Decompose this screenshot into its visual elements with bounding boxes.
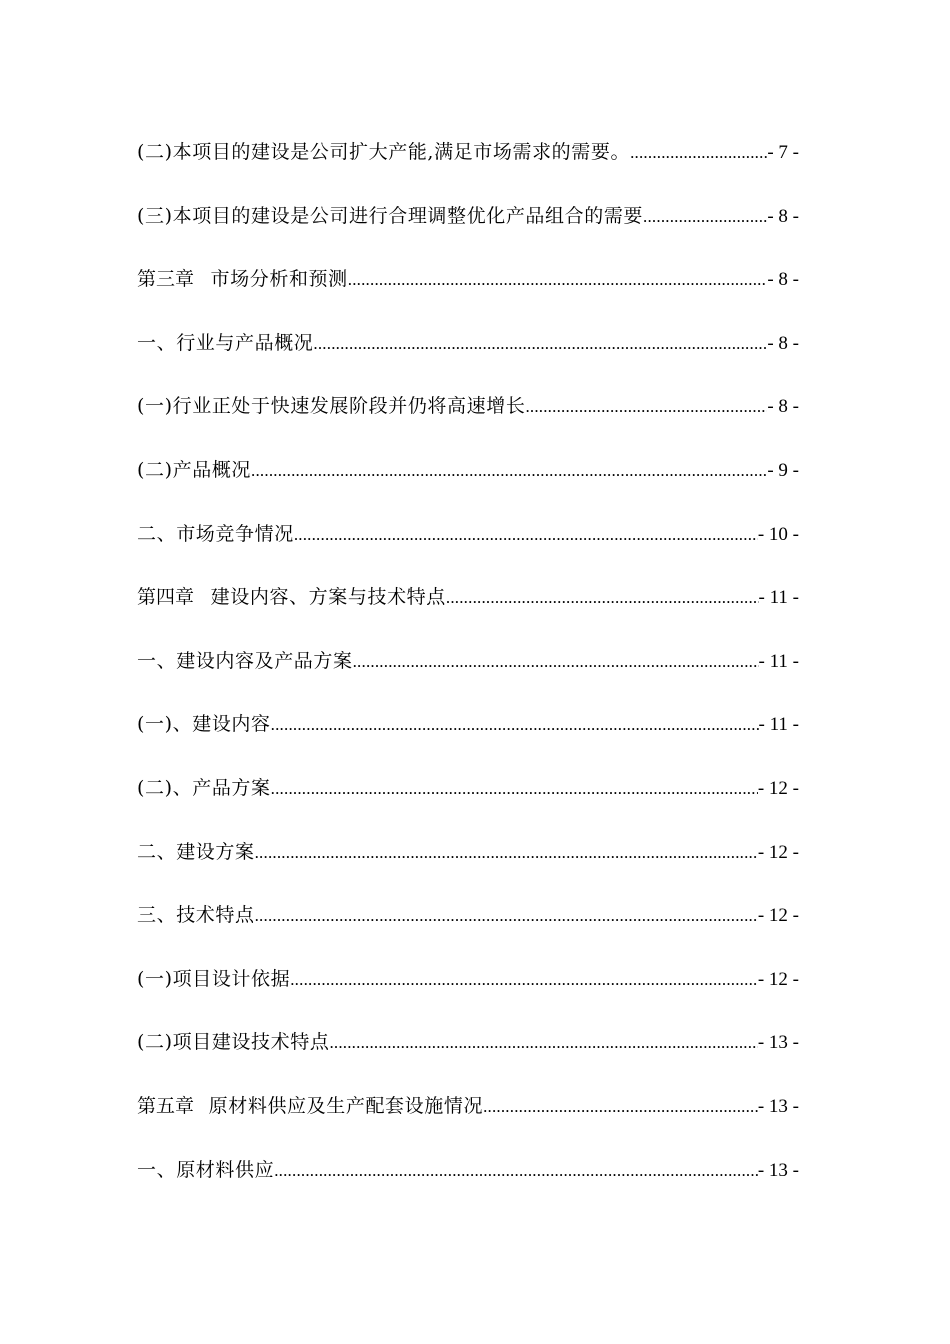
toc-entry-title: (一)项目设计依据	[137, 967, 291, 990]
dot-leader	[630, 137, 767, 169]
dot-leader	[255, 837, 758, 869]
dot-leader	[274, 1155, 758, 1187]
toc-entry-title: 一、原材料供应	[137, 1158, 275, 1181]
toc-entry[interactable]	[137, 200, 799, 264]
toc-entry-page: - 13 -	[757, 1032, 799, 1054]
dot-leader	[290, 964, 758, 996]
toc-chapter-number: 第三章	[137, 268, 195, 291]
toc-entry[interactable]	[137, 136, 799, 200]
table-of-contents	[137, 136, 799, 1217]
toc-entry-page: - 10 -	[757, 523, 799, 545]
toc-entry-page: - 12 -	[757, 841, 799, 863]
toc-entry-title: (一)行业正处于快速发展阶段并仍将高速增长	[137, 395, 526, 418]
toc-entry[interactable]	[137, 708, 799, 772]
toc-entry[interactable]	[137, 518, 799, 582]
toc-entry[interactable]	[137, 836, 799, 900]
toc-entry[interactable]	[137, 772, 799, 836]
dot-leader	[483, 1091, 758, 1123]
toc-entry-page: - 8 -	[767, 269, 799, 291]
toc-chapter-number: 第四章	[137, 586, 195, 609]
dot-leader	[348, 264, 768, 296]
toc-entry-page: - 8 -	[767, 205, 799, 227]
toc-entry-title: 一、建设内容及产品方案	[137, 649, 353, 672]
toc-entry-title: 原材料供应及生产配套设施情况	[208, 1094, 484, 1117]
toc-entry[interactable]	[137, 963, 799, 1027]
toc-entry-title: (二)本项目的建设是公司扩大产能,满足市场需求的需要。	[137, 141, 631, 163]
toc-entry-title: (一)、建设内容	[137, 713, 271, 736]
toc-entry[interactable]	[137, 454, 799, 518]
toc-entry-title: (二)产品概况	[137, 458, 252, 481]
dot-leader	[329, 1027, 757, 1059]
toc-entry-page: - 12 -	[757, 777, 799, 799]
toc-entry-title: 三、技术特点	[137, 904, 255, 927]
toc-chapter-entry[interactable]	[137, 263, 799, 327]
toc-entry-title: 一、行业与产品概况	[137, 331, 314, 354]
toc-entry-title: 市场分析和预测	[210, 268, 348, 291]
toc-entry[interactable]	[137, 1154, 799, 1218]
toc-chapter-entry[interactable]	[137, 1090, 799, 1154]
dot-leader	[271, 773, 758, 805]
toc-entry[interactable]	[137, 645, 799, 709]
toc-entry-page: - 11 -	[758, 587, 799, 609]
dot-leader	[353, 646, 759, 678]
toc-entry-title: 二、建设方案	[137, 840, 255, 863]
toc-entry[interactable]	[137, 1026, 799, 1090]
toc-chapter-number: 第五章	[137, 1094, 195, 1117]
toc-entry-page: - 13 -	[757, 1095, 799, 1117]
dot-leader	[446, 582, 759, 614]
toc-entry[interactable]	[137, 899, 799, 963]
dot-leader	[525, 391, 767, 423]
toc-entry-page: - 9 -	[767, 459, 799, 481]
toc-chapter-entry[interactable]	[137, 581, 799, 645]
dot-leader	[643, 201, 767, 233]
toc-entry-page: - 12 -	[757, 968, 799, 990]
dot-leader	[251, 455, 767, 487]
toc-entry-page: - 12 -	[757, 905, 799, 927]
toc-entry-page: - 7 -	[767, 142, 799, 163]
toc-entry[interactable]	[137, 390, 799, 454]
dot-leader	[313, 328, 767, 360]
toc-entry-page: - 13 -	[757, 1159, 799, 1181]
toc-entry-page: - 11 -	[758, 650, 799, 672]
dot-leader	[255, 900, 758, 932]
dot-leader	[294, 519, 758, 551]
toc-entry-page: - 8 -	[767, 396, 799, 418]
dot-leader	[271, 709, 759, 741]
toc-entry-title: (三)本项目的建设是公司进行合理调整优化产品组合的需要	[137, 204, 644, 227]
toc-entry-title: (二)、产品方案	[137, 776, 271, 799]
toc-entry-title: (二)项目建设技术特点	[137, 1031, 330, 1054]
toc-entry-page: - 11 -	[758, 714, 799, 736]
toc-entry[interactable]	[137, 327, 799, 391]
toc-entry-title: 二、市场竞争情况	[137, 522, 294, 545]
toc-entry-title: 建设内容、方案与技术特点	[210, 586, 446, 609]
toc-entry-page: - 8 -	[767, 332, 799, 354]
